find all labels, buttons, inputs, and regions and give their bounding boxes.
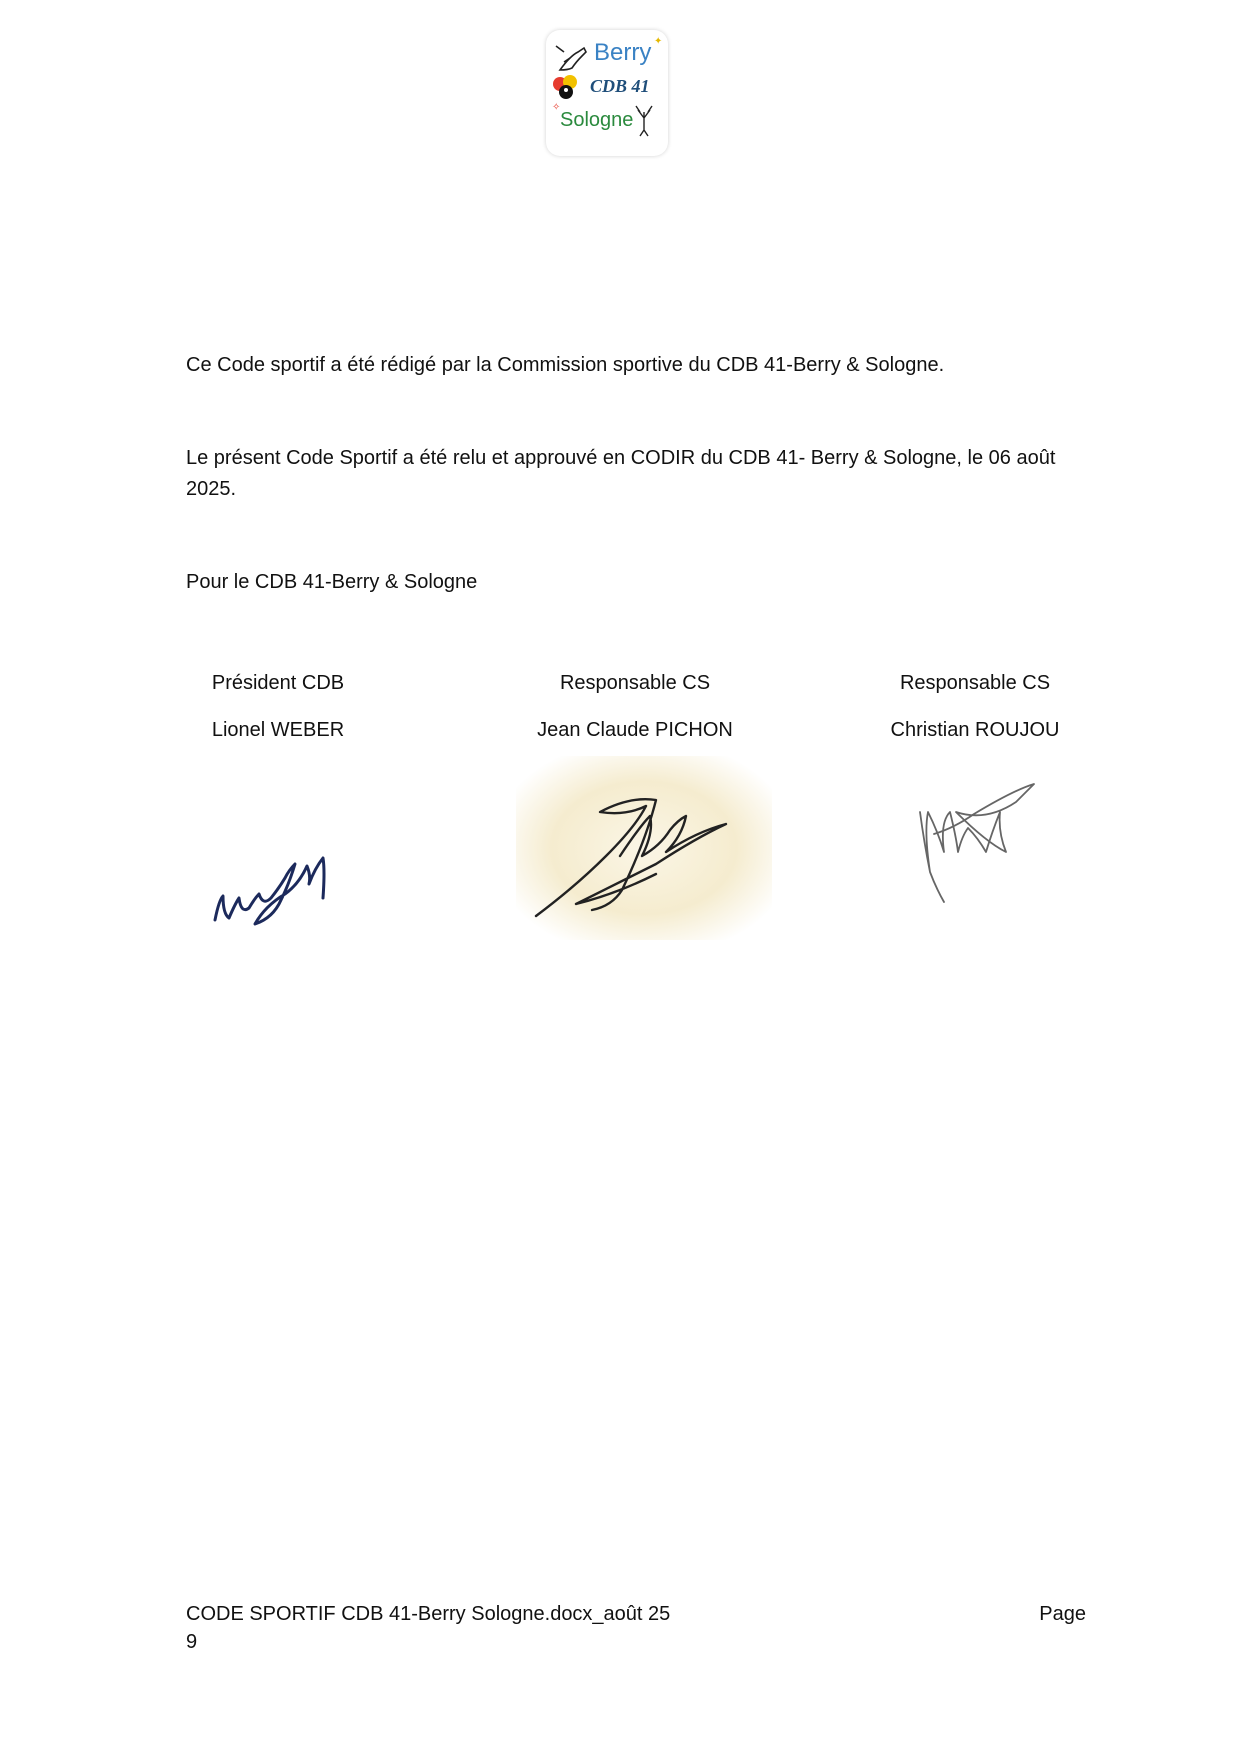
signatory-name: Christian ROUJOU [890, 719, 1060, 741]
signatory-name: Jean Claude PICHON [537, 719, 733, 741]
signatory-name: Lionel WEBER [211, 719, 345, 741]
deer-icon [636, 106, 652, 136]
cdb41-logo [546, 30, 668, 156]
logo-cdb-text: CDB 41 [590, 76, 650, 96]
logo-berry-text: Berry [594, 39, 652, 66]
footer-document-name: CODE SPORTIF CDB 41-Berry Sologne.docx_août 25 [186, 1603, 671, 1625]
signature-weber [205, 800, 385, 940]
star-icon: ✦ [654, 36, 663, 47]
small-star-icon: ✧ [552, 102, 561, 113]
billiard-balls-icon [553, 75, 577, 99]
signatory-cs-2 [860, 660, 1090, 754]
logo-sologne-text: Sologne [560, 109, 634, 131]
signature-roujou [900, 772, 1060, 932]
page-footer [186, 1600, 1086, 1656]
signatory-role: Responsable CS [559, 672, 711, 694]
goat-icon [556, 46, 586, 70]
footer-page-number: 9 [186, 1631, 198, 1653]
signatory-cs-1 [505, 660, 765, 754]
signatory-role: Président CDB [211, 672, 345, 694]
signature-pichon [516, 756, 772, 940]
signatory-role: Responsable CS [899, 672, 1051, 694]
paragraph-authorship: Ce Code sportif a été rédigé par la Commission sportive du CDB 41-Berry & Sologne. [186, 354, 945, 376]
footer-page-label: Page [1039, 1603, 1086, 1625]
paragraph-approval: Le présent Code Sportif a été relu et approuvé en CODIR du CDB 41- Berry & Sologne, le 06 août 2025. [186, 447, 1056, 500]
signatory-president [160, 660, 396, 754]
paragraph-on-behalf: Pour le CDB 41-Berry & Sologne [186, 571, 478, 593]
